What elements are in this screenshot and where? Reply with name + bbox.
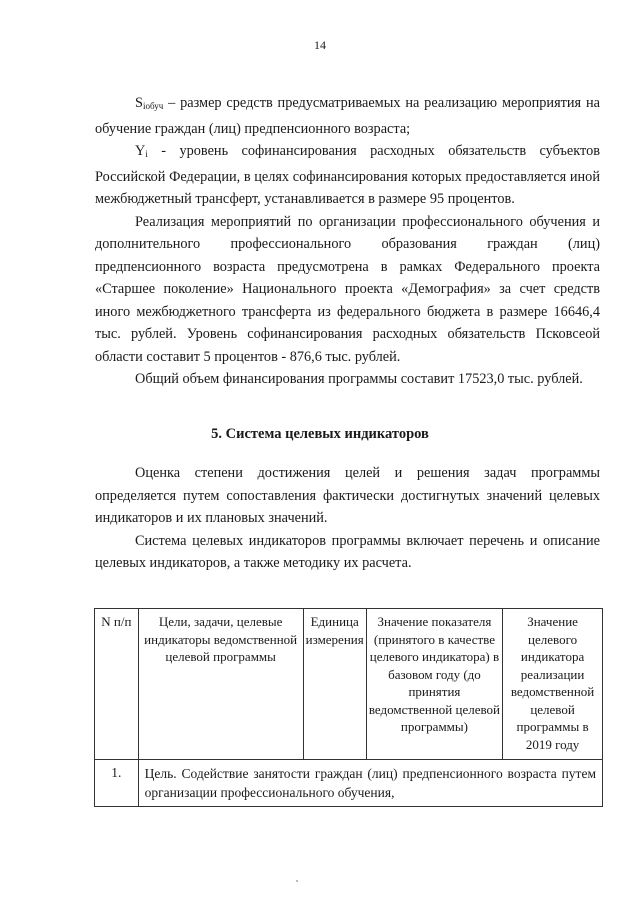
table-header-row xyxy=(95,609,603,760)
paragraph-s-definition xyxy=(95,92,600,140)
row-goal: Цель. Содействие занятости граждан (лиц) предпенсионного возраста путем организации профессионального обучения, xyxy=(138,760,602,807)
header-goals: Цели, задачи, целевые индикаторы ведомственной целевой программы xyxy=(138,609,303,760)
header-unit: Единица измерения xyxy=(303,609,366,760)
paragraph-implementation: Реализация мероприятий по организации профессионального обучения и дополнительного профессионального образования граждан (лиц) предпенсионного возраста предусмотрена в рамках Федерального проекта «Старшее поколение» Национального проекта «Демография» за счет средств иного межбюджетного трансферта из федерального бюджета в размере 16646,4 тыс. рублей. Уровень софинансирования расходных обязательств Псковсеой области составит 5 процентов - 876,6 тыс. рублей. xyxy=(95,213,600,365)
row-number: 1. xyxy=(95,760,139,807)
paragraph-total-funding: Общий объем финансирования программы составит 17523,0 тыс. рублей. xyxy=(135,371,583,387)
paragraph-assessment: Оценка степени достижения целей и решения задач программы определяется путем сопоставления фактически достигнутых значений целевых индикаторов и их плановых значений. xyxy=(95,465,600,526)
scan-speck xyxy=(296,880,298,882)
paragraph-y-text: - уровень софинансирования расходных обязательств субъектов Российской Федерации, в целях софинансирования которых предоставляется иной межбюджетный трансферт, устанавливается в размере 95 процентов. xyxy=(95,143,600,207)
body-text-upper xyxy=(95,92,600,391)
page-number: 14 xyxy=(314,38,326,52)
symbol-s-subscript: iобуч xyxy=(142,101,164,111)
header-base-value: Значение показателя (принятого в качестве целевого индикатора) в базовом году (до принятия ведомственной целевой программы) xyxy=(366,609,502,760)
header-number: N п/п xyxy=(95,609,139,760)
symbol-y: Y xyxy=(135,143,146,159)
header-target-value: Значение целевого индикатора реализации ведомственной целевой программы в 2019 году xyxy=(503,609,603,760)
body-text-lower xyxy=(95,462,600,575)
section-heading: 5. Система целевых индикаторов xyxy=(211,426,429,442)
paragraph-s-text: – размер средств предусматриваемых на реализацию мероприятия на обучение граждан (лиц) предпенсионного возраста; xyxy=(95,95,600,137)
paragraph-indicator-system: Система целевых индикаторов программы включает перечень и описание целевых индикаторов, а также методику их расчета. xyxy=(95,532,600,571)
indicators-table xyxy=(94,608,603,807)
paragraph-y-definition xyxy=(95,140,600,211)
symbol-s: S xyxy=(135,95,143,111)
table-row xyxy=(95,760,603,807)
symbol-y-subscript: i xyxy=(145,149,148,159)
